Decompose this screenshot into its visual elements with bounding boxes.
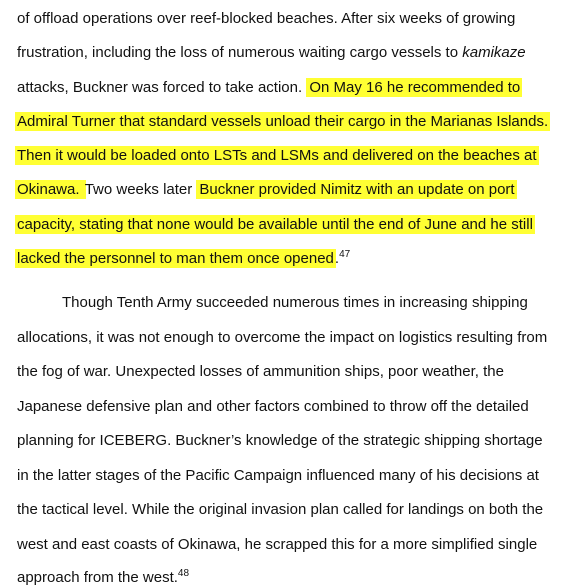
text-line: [17, 535, 537, 554]
text-run: the tactical level. While the original invasion plan called for landings on both the: [17, 501, 544, 518]
highlighted-text: Buckner provided Nimitz with an update on port: [196, 180, 516, 199]
text-line: [17, 215, 534, 234]
text-run: Two weeks later: [84, 181, 197, 198]
text-run: west and east coasts of Okinawa, he scrapped this for a more simplified single: [17, 536, 538, 553]
highlighted-text: Okinawa.: [17, 181, 84, 198]
highlighted-text: lacked the personnel to man them once opened: [17, 250, 334, 267]
italic-term: kamikaze: [462, 44, 526, 61]
text-run: attacks, Buckner was forced to take action.: [17, 79, 307, 96]
text-run: .: [334, 250, 340, 267]
text-line: [17, 431, 543, 450]
text-line: [17, 112, 549, 131]
highlighted-text: Then it would be loaded onto LSTs and LSMs and delivered on the beaches at: [17, 147, 537, 164]
text-line: [17, 328, 547, 347]
text-line: [17, 146, 538, 165]
text-line: [62, 293, 528, 312]
highlighted-text: capacity, stating that none would be available until the end of June and he still: [17, 216, 533, 233]
text-line: [17, 500, 543, 519]
highlighted-text: Admiral Turner that standard vessels unload their cargo in the Marianas Islands.: [17, 113, 549, 130]
text-run: of offload operations over reef-blocked beaches. After six weeks of growing: [17, 10, 516, 27]
highlighted-text: On May 16 he recommended to: [306, 78, 522, 97]
text-run: planning for ICEBERG. Buckner’s knowledge of the strategic shipping shortage: [17, 432, 543, 449]
text-line: [17, 397, 529, 416]
text-run: approach from the west.: [17, 569, 178, 586]
text-line: [17, 43, 526, 62]
text-line: [17, 362, 504, 381]
text-run: Though Tenth Army succeeded numerous times in increasing shipping: [62, 294, 528, 311]
text-line: [17, 466, 539, 485]
text-line: [17, 9, 515, 28]
text-line: [17, 568, 189, 587]
text-run: the fog of war. Unexpected losses of ammunition ships, poor weather, the: [17, 363, 504, 380]
text-run: Japanese defensive plan and other factors combined to throw off the detailed: [17, 398, 529, 415]
text-run: allocations, it was not enough to overcome the impact on logistics resulting from: [17, 329, 548, 346]
text-run: in the latter stages of the Pacific Campaign influenced many of his decisions at: [17, 467, 539, 484]
text-line: [17, 78, 521, 97]
text-line: [17, 180, 516, 199]
footnote-marker: 47: [339, 249, 351, 260]
text-run: frustration, including the loss of numerous waiting cargo vessels to: [17, 44, 463, 61]
text-line: [17, 249, 350, 268]
footnote-marker: 48: [177, 568, 190, 579]
